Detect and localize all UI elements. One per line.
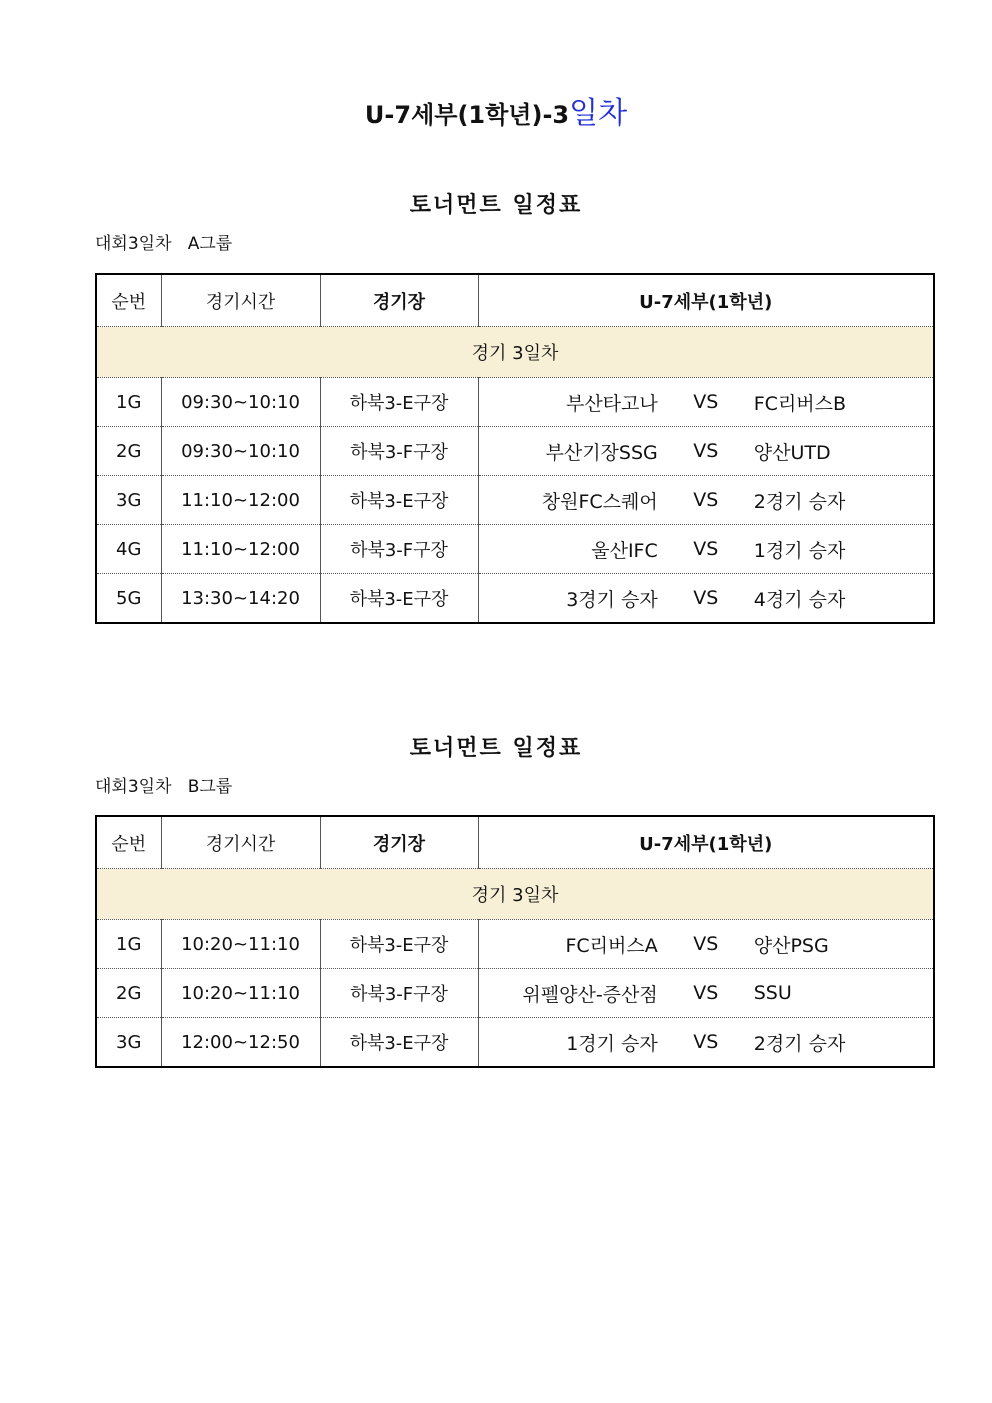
row-no: 2G <box>96 427 161 476</box>
row-match <box>478 969 934 1018</box>
table-row <box>96 574 934 624</box>
home-team: 1경기 승자 <box>566 1032 658 1055</box>
row-match <box>478 476 934 525</box>
row-venue: 하북3-E구장 <box>320 920 478 969</box>
home-team: 부산기장SSG <box>545 441 658 464</box>
row-venue: 하북3-E구장 <box>320 1018 478 1068</box>
header-match: U-7세부(1학년) <box>478 274 934 327</box>
row-time: 11:10~12:00 <box>161 476 320 525</box>
day-row <box>96 327 934 378</box>
home-team: 부산타고나 <box>565 392 658 415</box>
header-venue: 경기장 <box>320 816 478 869</box>
row-venue: 하북3-F구장 <box>320 427 478 476</box>
vs-label: VS <box>693 982 719 1004</box>
row-no: 1G <box>96 378 161 427</box>
row-time: 09:30~10:10 <box>161 427 320 476</box>
row-match <box>478 1018 934 1068</box>
table-row <box>96 378 934 427</box>
day-label: 경기 3일차 <box>96 327 934 378</box>
home-team: 3경기 승자 <box>566 588 658 611</box>
header-venue: 경기장 <box>320 274 478 327</box>
row-venue: 하북3-E구장 <box>320 378 478 427</box>
home-team: 위펠양산-증산점 <box>522 983 658 1006</box>
away-team: 양산UTD <box>753 441 831 464</box>
page-title <box>0 88 992 132</box>
section-title-b: 토너먼트 일정표 <box>409 736 583 761</box>
row-match <box>478 427 934 476</box>
away-team: FC리버스B <box>753 392 847 415</box>
away-team: 4경기 승자 <box>753 588 846 611</box>
away-team: 양산PSG <box>753 934 829 957</box>
table-header-row <box>96 274 934 327</box>
title-main: U-7세부(1학년)-3 <box>364 101 570 129</box>
header-time: 경기시간 <box>161 274 320 327</box>
row-no: 3G <box>96 1018 161 1068</box>
schedule-table-a <box>95 273 935 624</box>
section-title-a: 토너먼트 일정표 <box>409 193 583 218</box>
vs-label: VS <box>693 538 719 560</box>
away-team: 2경기 승자 <box>753 1032 846 1055</box>
away-team: SSU <box>753 982 792 1004</box>
home-team: 울산IFC <box>591 539 658 562</box>
row-time: 09:30~10:10 <box>161 378 320 427</box>
day-label: 경기 3일차 <box>96 869 934 920</box>
row-match <box>478 574 934 624</box>
row-time: 10:20~11:10 <box>161 969 320 1018</box>
row-venue: 하북3-E구장 <box>320 574 478 624</box>
table-row <box>96 1018 934 1068</box>
table-row <box>96 920 934 969</box>
row-no: 1G <box>96 920 161 969</box>
row-match <box>478 920 934 969</box>
row-time: 12:00~12:50 <box>161 1018 320 1068</box>
away-team: 2경기 승자 <box>753 490 846 513</box>
row-time: 11:10~12:00 <box>161 525 320 574</box>
table-row <box>96 427 934 476</box>
vs-label: VS <box>693 489 719 511</box>
row-time: 10:20~11:10 <box>161 920 320 969</box>
group-label-b: 대회3일차 B그룹 <box>95 777 233 797</box>
header-no: 순번 <box>96 816 161 869</box>
vs-label: VS <box>693 587 719 609</box>
header-match: U-7세부(1학년) <box>478 816 934 869</box>
day-row <box>96 869 934 920</box>
away-team: 1경기 승자 <box>753 539 846 562</box>
table-row <box>96 525 934 574</box>
schedule-table-b <box>95 815 935 1068</box>
vs-label: VS <box>693 391 719 413</box>
table-header-row <box>96 816 934 869</box>
row-no: 2G <box>96 969 161 1018</box>
row-match <box>478 525 934 574</box>
title-accent: 일차 <box>569 96 628 131</box>
row-no: 5G <box>96 574 161 624</box>
table-row <box>96 969 934 1018</box>
row-no: 3G <box>96 476 161 525</box>
group-label-a: 대회3일차 A그룹 <box>95 234 233 254</box>
row-time: 13:30~14:20 <box>161 574 320 624</box>
header-no: 순번 <box>96 274 161 327</box>
row-match <box>478 378 934 427</box>
row-no: 4G <box>96 525 161 574</box>
row-venue: 하북3-F구장 <box>320 969 478 1018</box>
row-venue: 하북3-F구장 <box>320 525 478 574</box>
vs-label: VS <box>693 1031 719 1053</box>
row-venue: 하북3-E구장 <box>320 476 478 525</box>
vs-label: VS <box>693 440 719 462</box>
table-row <box>96 476 934 525</box>
home-team: FC리버스A <box>565 934 658 957</box>
home-team: 창원FC스퀘어 <box>541 490 658 513</box>
vs-label: VS <box>693 933 719 955</box>
header-time: 경기시간 <box>161 816 320 869</box>
